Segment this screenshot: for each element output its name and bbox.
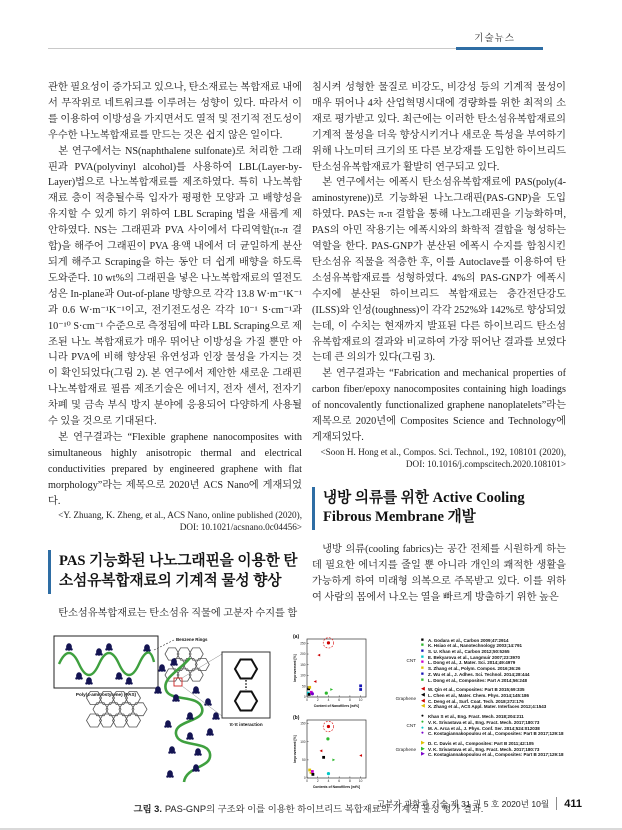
pas-wrapping-chain	[165, 658, 210, 782]
figure-caption-text: PAS-GNP의 구조와 이를 이용한 하이브리드 복합재료의 기계적 물성 평가 결과.	[164, 803, 484, 814]
paragraph: 본 연구결과는 “Flexible graphene nanocomposites with simultaneous highly anisotropic thermal and electrical conductivities prepared by engineered graphene with flat morphology”라는 제목으로 2020년 ACS Nano에 게재되었다.	[48, 431, 302, 507]
paragraph-continuation: 침시켜 성형한 물질로 비강도, 비강성 등의 기계적 물성이 매우 뛰어나 4차 산업혁명시대에 경량화를 위한 최적의 소재로 평가받고 있다. 최근에는 이러한 탄소섬유복합재료의 기계적 물성을 더욱 향상시키거나 새로운 특성을 부여하기 위해 나노미터 크기의 또 다른 보강재를 도입한 하이브리드 탄소섬유복합재료가 활발히 연구되고 있다.	[312, 82, 567, 173]
plot-b-toughness-improvement	[292, 713, 370, 791]
legend-group-label: Graphene	[395, 696, 416, 702]
svg-text:Content of Nanofillers [wt%]: Content of Nanofillers [wt%]	[313, 703, 360, 708]
page-header	[48, 30, 567, 60]
plots-column	[292, 632, 370, 791]
paragraph: 본 연구에서는 에폭시 탄소섬유복합재료에 PAS(poly(4-aminostyrene))로 기능화된 나노그래핀(PAS-GNP)을 도입하였다. PAS는 π-π 결합을 통해 나노그래핀을 기능화하며, PAS의 아민 작용기는 에폭시와의 화학적 결합을 형성하는 역할을 한다. PAS-GNP가 분산된 에폭시 수지를 함침시킨 탄소섬유 직물을 적층한 후, 이를 Autoclave를 이용하여 탄소섬유복합재료를 성형하였다. 4%의 PAS-GNP가 에폭시 수지에 분산된 하이브리드 복합재료는 층간전단강도(ILSS)와 인성(toughness)이 각각 252%와 142%로 향상되었는데, 이 수치는 현재까지 발표된 다른 하이브리드 탄소섬유복합재료의 결과와 비교하여 가장 뛰어난 결과를 보였다는데 큰 의의가 있다(그림 3).	[312, 177, 566, 364]
legend-group	[384, 687, 567, 710]
section-tag: 기술뉴스	[474, 33, 515, 44]
legend-group-label: CNT	[406, 723, 416, 728]
legend-entries	[421, 638, 567, 684]
legend-entry-text: L. Dong et al., Composites: Part A 2014;56:248	[428, 677, 527, 683]
svg-text:6: 6	[338, 778, 341, 783]
pi-pi-caption: π-π interaction	[229, 721, 263, 727]
legend-entry-text: V. K. Srivastava et al., Eng. Fract. Mech. 2017;180:73	[428, 746, 540, 752]
svg-text:4: 4	[327, 697, 330, 702]
legend-entry-text: S. U. Khan et al., Carbon 2012;50:5265	[428, 649, 510, 655]
legend-marker-icon: ◀	[421, 698, 425, 704]
legend-entry	[421, 678, 567, 684]
svg-text:4: 4	[327, 778, 330, 783]
legend-group-label: Graphene	[395, 746, 416, 752]
legend-marker-icon: ■	[421, 637, 424, 643]
legend-entry-text: Z. Wu et al., J. Adhes. Sci. Technol. 2014;28:444	[428, 671, 530, 677]
svg-text:0: 0	[306, 778, 308, 783]
legend-entry	[421, 752, 567, 758]
svg-text:150: 150	[300, 662, 306, 667]
legend-entry-text: E. Bekyarova et al., Langmuir 2007;23:3970	[428, 654, 521, 660]
svg-text:200: 200	[300, 651, 306, 656]
benzene-rings-label: Benzene Rings	[176, 636, 208, 642]
page-footer	[377, 797, 582, 810]
svg-text:(a): (a)	[293, 633, 300, 640]
citation: <Y. Zhuang, K. Zheng, et al., ACS Nano, online published (2020), DOI: 10.1021/acsnano.0c04456>	[58, 510, 302, 533]
legend-marker-icon: ■	[421, 671, 424, 677]
svg-text:0: 0	[303, 775, 306, 780]
svg-text:6: 6	[338, 697, 341, 702]
legend-entry	[421, 731, 567, 737]
paragraph: 본 연구결과는 “Fabrication and mechanical properties of carbon fiber/epoxy nanocomposites containing high loadings of noncovalently functionalized graphene nanoplatelets”라는 제목으로 2020년에 Composites Science and Technology에 게재되었다.	[312, 368, 566, 443]
legend-entry-text: K. Hsiao et al., Nanotechnology 2003;14:791	[428, 643, 523, 649]
legend-marker-icon: ■	[421, 677, 424, 683]
legend-entry-text: A. Godara et al., Carbon 2009;47:2914	[428, 637, 509, 643]
svg-text:100: 100	[300, 739, 306, 744]
plot-a-ilss-improvement	[292, 632, 370, 710]
paragraph: 탄소섬유복합재료는 탄소섬유 직물에 고분자 수지를 함	[58, 607, 298, 619]
header-rule	[48, 47, 567, 50]
article-title-text: 냉방 의류를 위한 Active Cooling Fibrous Membrane 개발	[323, 489, 525, 526]
legend-entry-text: C. Kostagiannakopoulou et al., Composites: Part B 2017;129:18	[428, 752, 564, 758]
legend-entry-text: M. A. Arca et al., J. Phys. Conf. Ser. 2014;524:012038	[428, 725, 540, 731]
article-title-pas-gnp	[48, 550, 302, 593]
citation: <Soon H. Hong et al., Compos. Sci. Technol., 192, 108101 (2020), DOI: 10.1016/j.compscitech.2020.108101>	[320, 446, 566, 469]
svg-text:250: 250	[300, 641, 306, 646]
legend-entry-text: Khan S et al., Eng. Fract. Mech. 2018;204:211	[428, 714, 524, 720]
svg-text:8: 8	[349, 697, 351, 702]
legend-entry-text: S. Zhang et al., Polym. Compos. 2016;36:26	[428, 666, 521, 672]
zoom-region-marker	[174, 678, 182, 686]
legend-entries	[421, 687, 567, 710]
svg-text:Improvement [%]: Improvement [%]	[293, 734, 297, 763]
svg-text:50: 50	[302, 684, 306, 689]
legend-marker-icon: ▶	[421, 752, 425, 758]
pas-caption: Poly(4-aminostyrene) (PAS)	[75, 691, 137, 697]
legend-marker-icon: ◀	[421, 704, 425, 710]
legend-marker-icon: ■	[421, 660, 424, 666]
svg-text:8: 8	[349, 778, 351, 783]
legend-entry-text: C. Deng et al., Surf. Coat. Tech. 2018;272:176	[428, 698, 524, 704]
pi-pi-box	[222, 652, 270, 718]
legend-entry-text: V. K. Srivastava et al., Eng. Fract. Mech. 2017;180:73	[428, 719, 540, 725]
svg-text:50: 50	[302, 757, 306, 762]
svg-text:0: 0	[303, 694, 306, 699]
svg-text:100: 100	[300, 673, 306, 678]
svg-text:Improvement [%]: Improvement [%]	[293, 653, 297, 682]
header-rule-gray	[48, 48, 456, 49]
svg-text:2: 2	[316, 697, 319, 702]
pas-gnp-structure-diagram	[50, 632, 278, 790]
figure-content	[50, 632, 567, 791]
svg-text:Contents of Nanofillers [wt%]: Contents of Nanofillers [wt%]	[312, 784, 361, 789]
legend-marker-icon: ▶	[421, 746, 425, 752]
svg-text:(b): (b)	[293, 714, 300, 721]
article-title-cooling	[312, 487, 566, 530]
legend-group-label: CNT	[406, 657, 416, 663]
legend-marker-icon: ●	[421, 714, 424, 720]
legend-entry-text: C. Kostagiannakopoulou et al., Composites: Part B 2017;129:18	[428, 731, 564, 737]
header-rule-accent	[456, 47, 543, 50]
left-column	[48, 80, 302, 622]
legend-marker-icon: ■	[421, 643, 424, 649]
svg-text:0: 0	[306, 697, 308, 702]
figure-3	[50, 632, 567, 815]
paragraph-continuation: 관한 필요성이 증가되고 있으나, 탄소재료는 복합재료 내에서 무작위로 네트워크를 이루려는 성향이 있다. 따라서 이를 이용하여 이방성을 가지면서도 열적 및 전기적 전도성이 우수한 나노복합재료를 만드는 것은 쉽지 않은 일이다.	[48, 82, 303, 141]
legend-marker-icon: ▶	[421, 740, 425, 746]
legend-marker-icon: ◀	[421, 692, 425, 698]
two-column-body	[48, 80, 567, 622]
legend-group	[384, 638, 567, 684]
svg-text:10: 10	[358, 778, 363, 783]
right-column	[312, 80, 566, 622]
legend-marker-icon: ■	[421, 666, 424, 672]
page-number: 411	[564, 797, 582, 810]
legend-marker-icon: ●	[421, 731, 424, 737]
legend-entry-text: L. Chen et al., Mater. Chem. Phys. 2014;145:186	[428, 692, 530, 698]
legend-entry-text: L. Dong et al., J. Mater. Sci. 2014;49:4979	[428, 660, 516, 666]
legend-entry-text: W. Qin et al., Composites: Part B 2015;69:335	[428, 687, 525, 693]
legend-entry	[421, 704, 567, 710]
legend-entries	[421, 741, 567, 758]
legend-marker-icon: ■	[421, 649, 424, 655]
svg-text:150: 150	[300, 721, 306, 726]
footer-divider	[556, 797, 557, 810]
legend-marker-icon: ◀	[421, 687, 425, 693]
paragraph: 냉방 의류(cooling fabrics)는 공간 전체를 시원하게 하는 데 필요한 에너지를 줄일 뿐 아니라 개인의 쾌적한 생활을 가능하게 하여 미래형 의복으로 주목받고 있다. 이를 위하여 사람의 몸에서 나오는 열을 빠르게 방출하기 위한 높은	[312, 544, 566, 603]
legend-marker-icon: ●	[421, 725, 424, 731]
figure-legend	[384, 632, 567, 758]
legend-entries	[421, 714, 567, 737]
legend-group	[384, 714, 567, 737]
article-title-text: PAS 기능화된 나노그래핀을 이용한 탄소섬유복합재료의 기계적 물성 향상	[59, 553, 298, 590]
legend-group	[384, 741, 567, 758]
legend-entry-text: D. C. Davis et al., Composites: Part B 2011;42:105	[428, 740, 534, 746]
figure-caption-label: 그림 3.	[133, 803, 162, 814]
legend-marker-icon: ●	[421, 719, 424, 725]
legend-entry-text: X. Zhang et al., ACS Appl. Mater. Interfaces 2012;4:1543	[428, 704, 547, 710]
svg-text:2: 2	[316, 778, 319, 783]
paragraph: 본 연구에서는 NS(naphthalene sulfonate)로 처리한 그래핀과 PVA(polyvinyl alcohol)를 사용하여 LBL(Layer-by-Layer)법으로 나노복합재료를 제조하였다. 특히 나노복합재료 층이 적층될수록 입자가 평평한 모양과 고 배향성을 유지할 수 있게 하기 위하여 LBL Scraping 법을 새롭게 제안하였다. NS는 그래핀과 PVA 사이에서 다리역할(π-π 결합)을 해주어 그래핀이 PVA 용액 내에서 더 균일하게 분산되게 해주고 Scraping을 하는 동안 더 쉽게 배향을 하도록 도와준다. 10 wt%의 그래핀을 넣은 나노복합재료의 열전도성은 In-plane과 Out-of-plane 방향으로 각각 13.8 W·m⁻¹K⁻¹과 0.6 W·m⁻¹K⁻¹이고, 전기전도성은 각각 10⁻¹ S·cm⁻¹과 10⁻¹⁰ S·cm⁻¹ 수준으로 측정됨에 따라 LBL Scraping으로 제조된 나노 복합재료가 매우 뛰어난 이방성을 가질 뿐만 아니라 PVA에 비해 향상된 유연성과 인장 물성을 가지는 것이 확인되었다(그림 2). 본 연구에서 제안한 새로운 그래핀 나노복합재료 필름 제조기술은 에너지, 전자 센서, 전자기 차폐 및 금속 부식 방지 분야에 응용되어 다양하게 사용될 수 있을 것으로 기대된다.	[48, 145, 302, 428]
legend-marker-icon: ■	[421, 654, 424, 660]
svg-text:10: 10	[358, 697, 363, 702]
journal-info: 고분자 과학과 기술 제 31 권 5 호 2020년 10월	[376, 798, 550, 809]
